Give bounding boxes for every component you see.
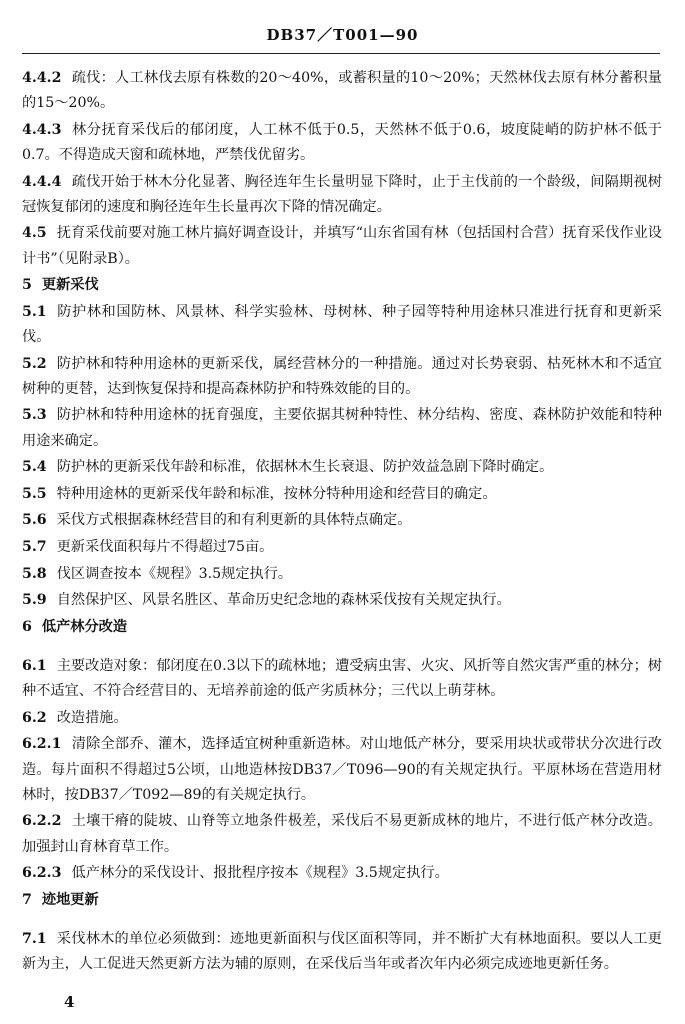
clause-paragraph (22, 482, 662, 507)
clause-paragraph (22, 861, 662, 886)
clause-paragraph (22, 535, 662, 560)
clause-number: 4.5 (22, 225, 47, 242)
document-body (22, 66, 662, 979)
clause-text: 采伐林木的单位必须做到：迹地更新面积与伐区面积等同，并不断扩大有林地面积。要以人工更新为主，人工促进天然更新方法为辅的原则，在采伐后当年或者次年内必须完成迹地更新任务。 (22, 930, 662, 973)
clause-number: 5.9 (22, 592, 47, 609)
clause-paragraph (22, 562, 662, 587)
clause-number: 5.5 (22, 485, 47, 502)
clause-text: 防护林和特种用途林的更新采伐，属经营林分的一种措施。通过对长势衰弱、枯死林木和不适宜树种的更替，达到恢复保持和提高森林防护和特殊效能的目的。 (22, 355, 662, 397)
clause-number: 5.2 (22, 355, 47, 372)
clause-text: 伐区调查按本《规程》3.5规定执行。 (56, 565, 293, 582)
clause-number: 5.4 (22, 459, 47, 476)
clause-number: 6.2.3 (22, 865, 62, 882)
clause-paragraph (22, 809, 662, 859)
clause-paragraph (22, 170, 662, 220)
section-heading-text: 更新采伐 (41, 277, 99, 294)
clause-text: 采伐方式根据森林经营目的和有利更新的具体特点确定。 (56, 512, 412, 529)
clause-paragraph (22, 508, 662, 533)
clause-paragraph (22, 221, 662, 271)
header-divider (22, 53, 660, 54)
section-heading (22, 615, 662, 640)
clause-number: 5.7 (22, 538, 47, 555)
clause-number: 4.4.3 (22, 121, 62, 138)
clause-number: 6.2 (22, 709, 47, 726)
clause-text: 主要改造对象：郁闭度在0.3以下的疏林地；遭受病虫害、火灾、风折等自然灾害严重的林分；树种不适宜、不符合经营目的、无培养前途的低产劣质林分；三代以上萌芽林。 (22, 657, 662, 700)
clause-text: 防护林的更新采伐年龄和标准，依据林木生长衰退、防护效益急剧下降时确定。 (56, 459, 554, 476)
section-heading (22, 273, 662, 298)
clause-text: 清除全部乔、灌木，选择适宜树种重新造林。对山地低产林分，要采用块状或带状分次进行改造。每片面积不得超过5公顷，山地造林按DB37／T096—90的有关规定执行。平原林场在营造用材林时，按DB37／T092—89的有关规定执行。 (22, 736, 662, 803)
clause-paragraph (22, 588, 662, 613)
clause-number: 7.1 (22, 930, 47, 947)
clause-paragraph (22, 706, 662, 731)
clause-paragraph (22, 455, 662, 480)
clause-text: 低产林分的采伐设计、报批程序按本《规程》3.5规定执行。 (71, 865, 449, 882)
clause-paragraph (22, 403, 662, 453)
clause-text: 疏伐开始于林木分化显著、胸径连年生长量明显下降时，止于主伐前的一个龄级，间隔期视树冠恢复郁闭的速度和胸径连年生长量再次下降的情况确定。 (22, 173, 662, 215)
clause-text: 抚育采伐前要对施工林片搞好调查设计，并填写“山东省国有林（包括国村合营）抚育采伐作业设计书”（见附录B）。 (22, 225, 662, 267)
clause-number: 4.4.4 (22, 173, 62, 190)
clause-text: 疏伐：人工林伐去原有株数的20～40%，或蓄积量的10～20%；天然林伐去原有林分蓄积量的15～20%。 (22, 70, 662, 112)
clause-paragraph (22, 66, 662, 116)
clause-text: 土壤干瘠的陡坡、山脊等立地条件极差，采伐后不易更新成林的地片，不进行低产林分改造。加强封山育林育草工作。 (22, 813, 662, 855)
clause-text: 防护林和特种用途林的抚育强度，主要依据其树种特性、林分结构、密度、森林防护效能和特种用途来确定。 (22, 407, 662, 449)
clause-number: 5 (22, 277, 32, 294)
clause-number: 5.3 (22, 407, 47, 424)
clause-text: 特种用途林的更新采伐年龄和标准，按林分特种用途和经营目的确定。 (56, 485, 497, 502)
section-heading-text: 低产林分改造 (41, 618, 128, 635)
clause-number: 5.8 (22, 565, 47, 582)
clause-number: 5.1 (22, 303, 47, 320)
clause-text: 防护林和国防林、风景林、科学实验林、母树林、种子园等特种用途林只准进行抚育和更新采伐。 (22, 303, 662, 345)
clause-number: 6 (22, 618, 32, 635)
section-heading (22, 888, 662, 913)
clause-number: 5.6 (22, 512, 47, 529)
clause-text: 改造措施。 (56, 709, 128, 726)
clause-paragraph (22, 654, 662, 704)
page-number: 4 (64, 993, 75, 1011)
clause-number: 6.2.1 (22, 736, 62, 753)
clause-number: 6.1 (22, 657, 47, 674)
clause-number: 7 (22, 891, 32, 908)
clause-number: 4.4.2 (22, 70, 62, 86)
clause-paragraph (22, 118, 662, 168)
clause-number: 6.2.2 (22, 813, 62, 830)
clause-paragraph (22, 927, 662, 977)
clause-paragraph (22, 300, 662, 350)
section-heading-text: 迹地更新 (41, 891, 99, 908)
clause-text: 自然保护区、风景名胜区、革命历史纪念地的森林采伐按有关规定执行。 (56, 592, 511, 609)
document-code-header: DB37／T001—90 (266, 26, 419, 44)
clause-paragraph (22, 352, 662, 402)
clause-paragraph (22, 732, 662, 808)
clause-text: 林分抚育采伐后的郁闭度，人工林不低于0.5，天然林不低于0.6，坡度陡峭的防护林不低于0.7。不得造成天窗和疏林地，严禁伐优留劣。 (22, 121, 662, 163)
clause-text: 更新采伐面积每片不得超过75亩。 (56, 538, 274, 555)
